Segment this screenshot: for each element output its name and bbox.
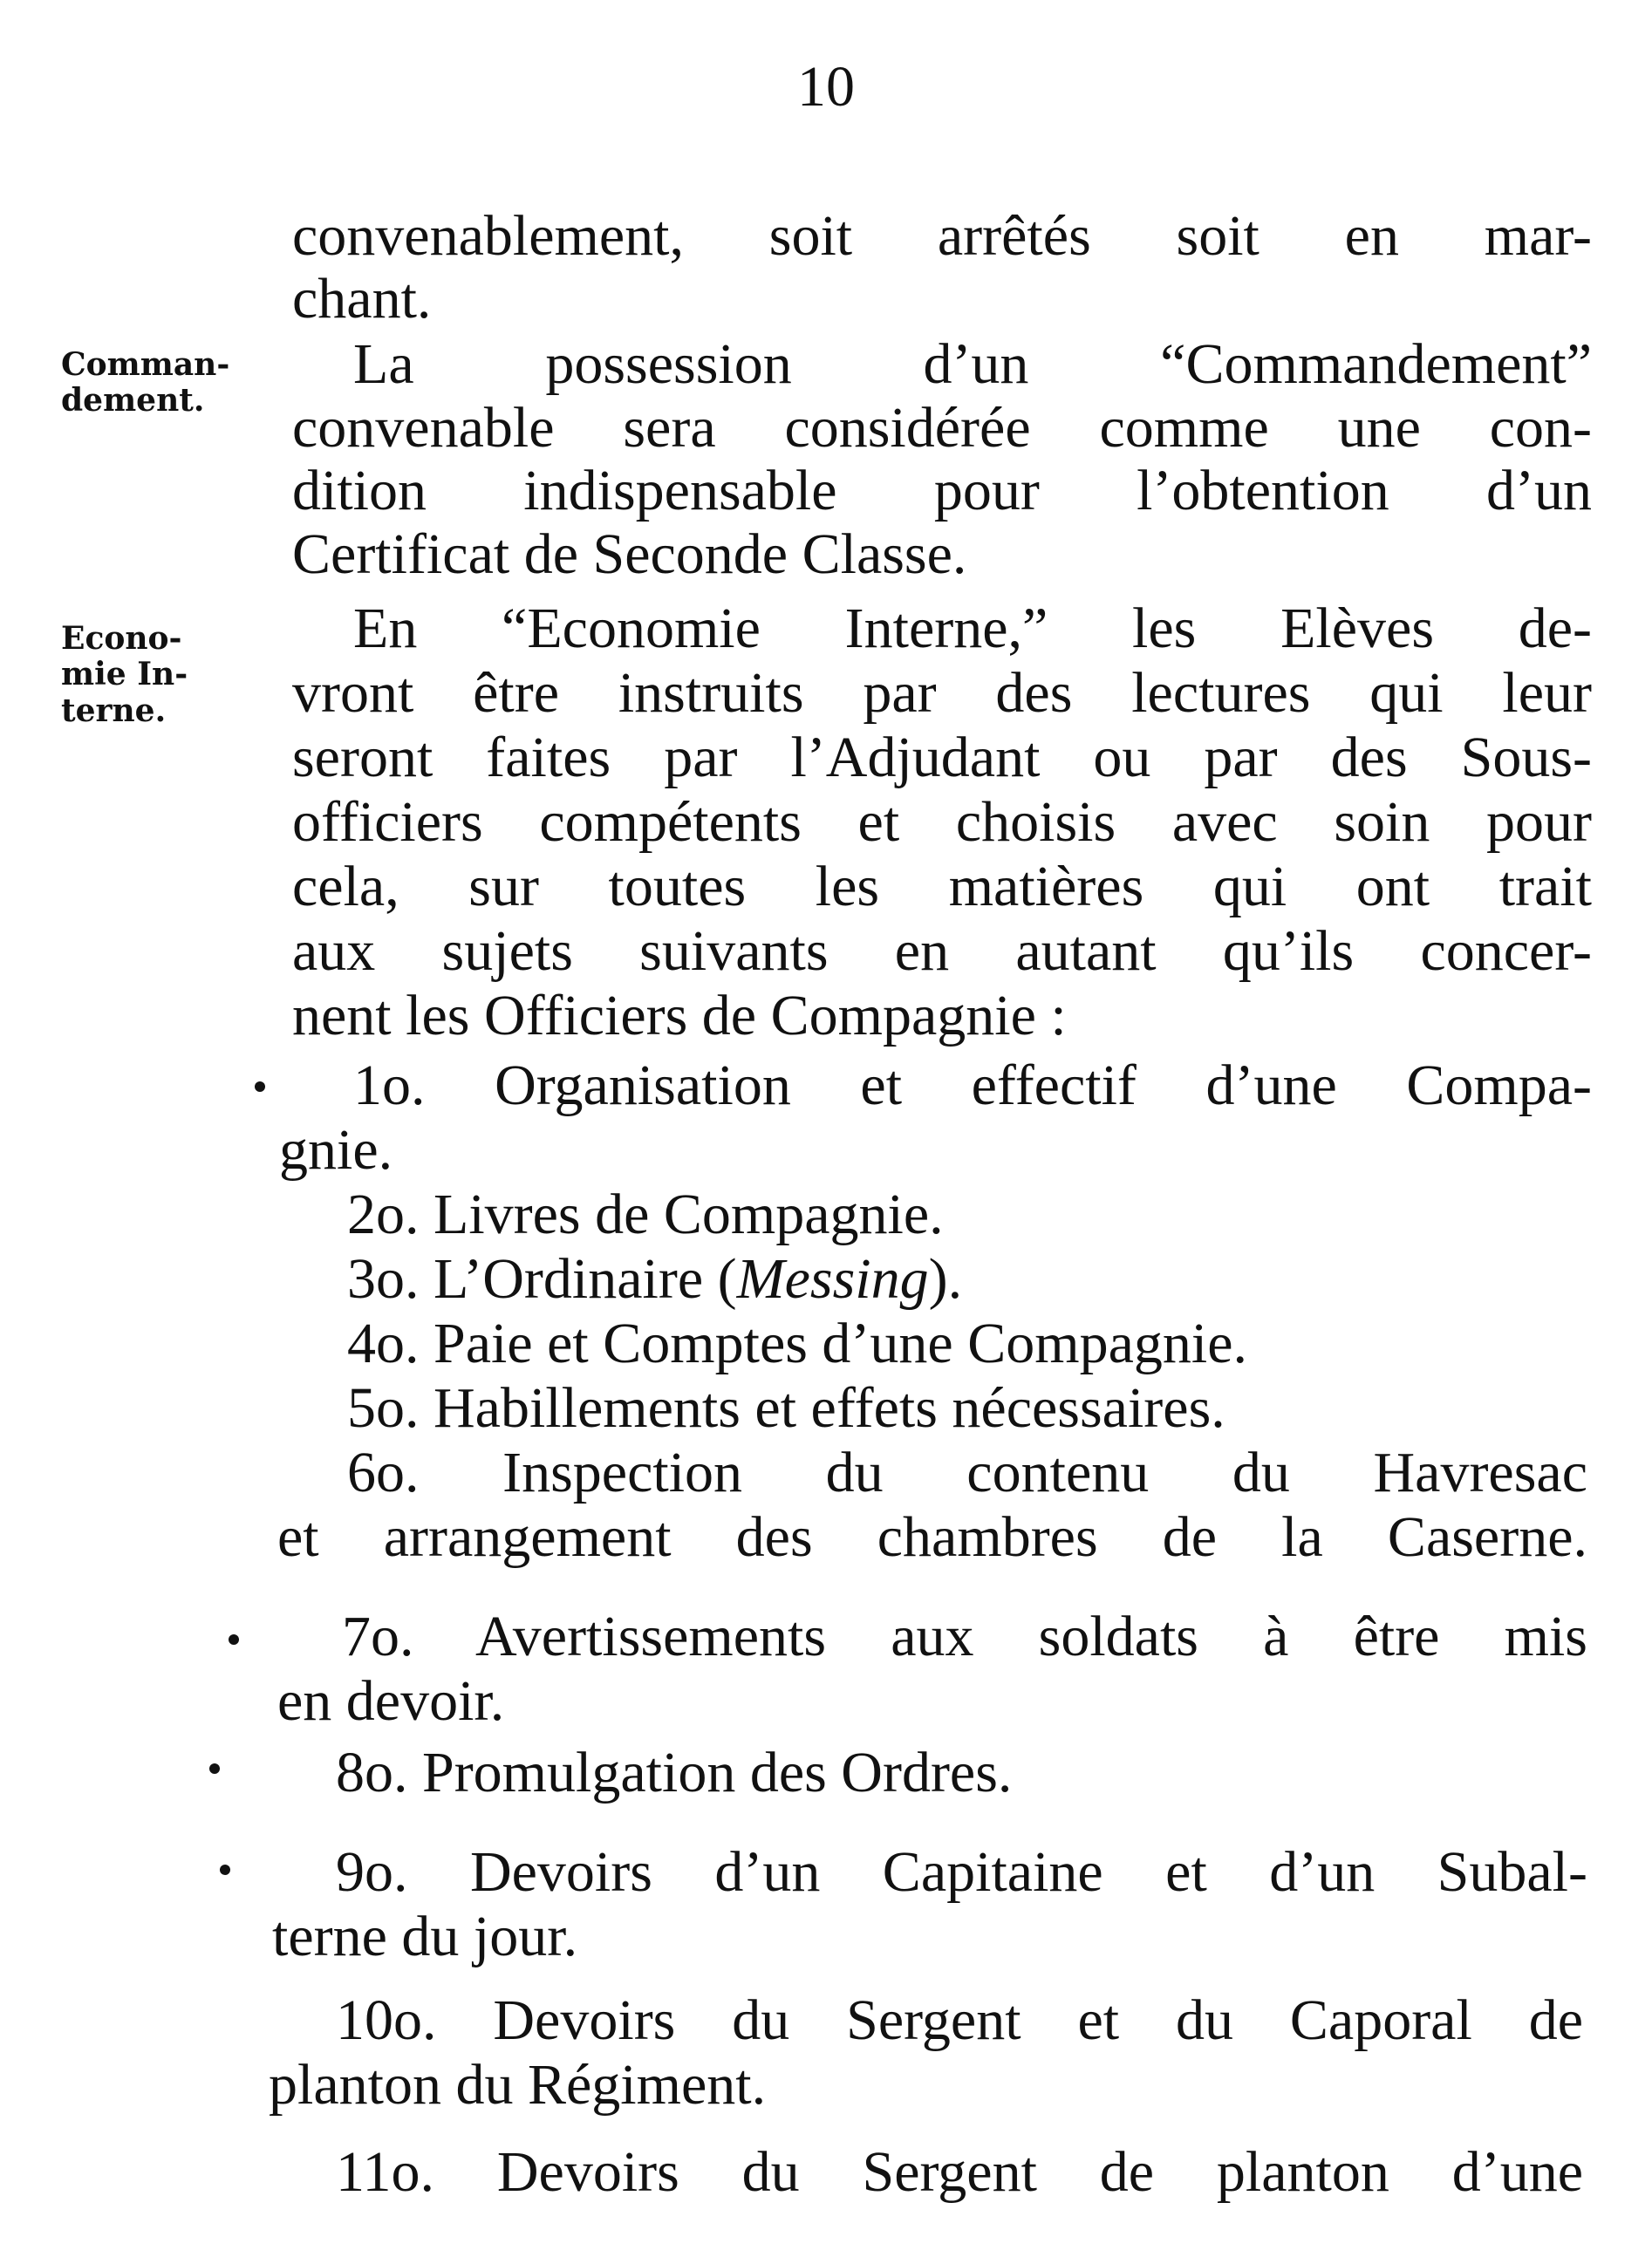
text-line: chant. (292, 267, 432, 331)
text-line: Certificat de Seconde Classe. (292, 522, 967, 586)
text-line: dition indispensable pour l’obtention d’un (292, 459, 1592, 522)
text-line: 7o. Avertissements aux soldats à être mis (342, 1605, 1587, 1668)
text-line: convenable sera considérée comme une con- (292, 396, 1592, 460)
text-line: en devoir. (277, 1669, 505, 1733)
text-line: gnie. (279, 1118, 393, 1182)
text-segment: ). (928, 1247, 963, 1311)
margin-note-line: terne. (61, 692, 167, 729)
text-line: 6o. Inspection du contenu du Havresac (347, 1441, 1587, 1504)
text-line: 10o. Devoirs du Sergent et du Caporal de (336, 1988, 1583, 2052)
text-line: vront être instruits par des lectures qui leur (292, 661, 1592, 725)
text-line: 4o. Paie et Comptes d’une Compagnie. (347, 1312, 1247, 1375)
text-line: 1o. Organisation et effectif d’une Compa- (353, 1054, 1592, 1117)
text-line: officiers compétents et choisis avec soin pour (292, 790, 1592, 854)
text-line: convenablement, soit arrêtés soit en mar- (292, 204, 1592, 268)
text-line: terne du jour. (272, 1905, 578, 1968)
margin-note-line: Comman- (61, 346, 230, 383)
text-line: En “Economie Interne,” les Elèves de- (353, 597, 1592, 660)
text-line: 8o. Promulgation des Ordres. (336, 1741, 1013, 1804)
page-number: 10 (797, 55, 855, 119)
text-line: La possession d’un “Commandement” (353, 332, 1592, 396)
text-line: 2o. Livres de Compagnie. (347, 1183, 944, 1246)
text-line: aux sujets suivants en autant qu’ils concer- (292, 919, 1592, 983)
italic-term: Messing (736, 1247, 929, 1311)
margin-bullet (255, 1081, 265, 1092)
text-line: cela, sur toutes les matières qui ont trait (292, 855, 1592, 918)
margin-note-economie (61, 621, 188, 729)
margin-bullet (220, 1865, 230, 1875)
text-line: seront faites par l’Adjudant ou par des Sous- (292, 726, 1592, 789)
margin-note-line: dement. (61, 382, 205, 419)
margin-note-line: mie In- (61, 656, 188, 693)
text-line (347, 1247, 963, 1311)
text-line: planton du Régiment. (269, 2053, 767, 2117)
text-segment: 3o. L’Ordinaire ( (347, 1247, 737, 1311)
margin-bullet (229, 1634, 239, 1645)
margin-note-commandement (61, 347, 229, 419)
margin-bullet (209, 1763, 220, 1774)
text-line: 11o. Devoirs du Sergent de planton d’une (336, 2140, 1583, 2204)
text-line: nent les Officiers de Compagnie : (292, 984, 1067, 1047)
text-line: 9o. Devoirs d’un Capitaine et d’un Subal- (336, 1840, 1587, 1904)
text-line: et arrangement des chambres de la Caserne. (277, 1505, 1587, 1569)
margin-note-line: Econo- (61, 620, 182, 657)
text-line: 5o. Habillements et effets nécessaires. (347, 1376, 1225, 1440)
